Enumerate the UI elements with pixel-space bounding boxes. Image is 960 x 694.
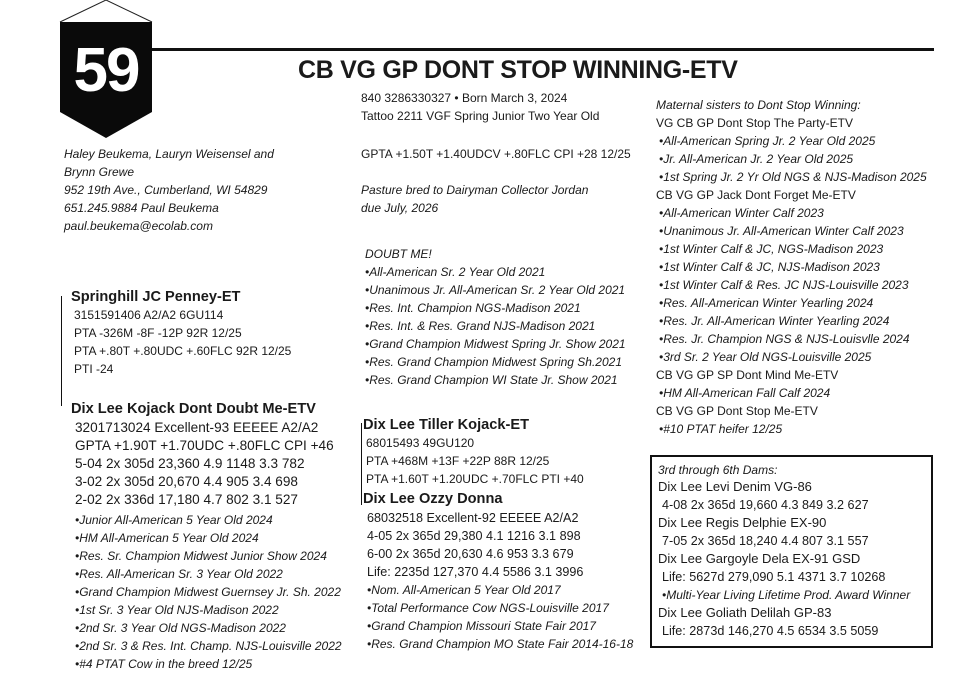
dam-record-line: 2-02 2x 336d 17,180 4.7 802 3.1 527 xyxy=(75,492,298,507)
dam-sire-line: PTA +1.60T +1.20UDC +.70FLC PTI +40 xyxy=(366,472,584,486)
grand-dam-awards xyxy=(367,581,633,653)
dam-3-record: 4-08 2x 365d 19,660 4.3 849 3.2 627 xyxy=(662,498,869,512)
grand-dam-name: Dix Lee Ozzy Donna xyxy=(363,491,503,507)
grand-dam-records xyxy=(367,509,583,581)
dam-award: •HM All-American 5 Year Old 2024 xyxy=(75,531,259,545)
dam-5-name: Dix Lee Gargoyle Dela EX-91 GSD xyxy=(658,551,861,566)
sire-line: PTI -24 xyxy=(74,362,114,376)
dam-record-line: 5-04 2x 305d 23,360 4.9 1148 3.3 782 xyxy=(75,456,305,471)
sister-award: •Res. All-American Winter Yearling 2024 xyxy=(659,296,874,310)
sister-award: •Res. Jr. All-American Winter Yearling 2024 xyxy=(659,314,890,328)
dam-3-name: Dix Lee Levi Denim VG-86 xyxy=(658,479,812,494)
genomics: GPTA +1.50T +1.40UDCV +.80FLC CPI +28 12/25 xyxy=(361,147,631,161)
grand-dam-award: •Total Performance Cow NGS-Louisville 2017 xyxy=(367,601,609,615)
grand-dam-award: •Grand Champion Missouri State Fair 2017 xyxy=(367,619,596,633)
dam-6-record: Life: 2873d 146,270 4.5 6534 3.5 5059 xyxy=(662,624,879,638)
dam-sire-info xyxy=(366,434,584,488)
doubt-me-award: •Res. Int. Champion NGS-Madison 2021 xyxy=(365,301,581,315)
doubt-me-award: •All-American Sr. 2 Year Old 2021 xyxy=(365,265,546,279)
title-rule xyxy=(152,48,934,51)
dam-award: •#4 PTAT Cow in the breed 12/25 xyxy=(75,657,253,671)
breeding-info xyxy=(361,181,588,217)
grand-dam-award: •Res. Grand Champion MO State Fair 2014-16-18 xyxy=(367,637,634,651)
dam-award: •2nd Sr. 3 Year Old NGS-Madison 2022 xyxy=(75,621,286,635)
dam-sire-line: 68015493 49GU120 xyxy=(366,436,475,450)
dam-award: •Res. All-American Sr. 3 Year Old 2022 xyxy=(75,567,283,581)
sire-line: 3151591406 A2/A2 6GU114 xyxy=(74,308,224,322)
grand-dam-record-line: Life: 2235d 127,370 4.4 5586 3.1 3996 xyxy=(367,565,584,579)
dam-awards xyxy=(75,511,342,673)
sister-name: CB VG GP Dont Stop Me-ETV xyxy=(656,404,818,418)
dam-5-award: •Multi-Year Living Lifetime Prod. Award Winner xyxy=(662,588,911,602)
grand-dam-record-line: 68032518 Excellent-92 EEEEE A2/A2 xyxy=(367,511,579,525)
sister-award: •1st Winter Calf & Res. JC NJS-Louisville 2023 xyxy=(659,278,909,292)
consignor-line: Haley Beukema, Lauryn Weisensel and xyxy=(64,147,274,161)
dam-4-record: 7-05 2x 365d 18,240 4.4 807 3.1 557 xyxy=(662,534,869,548)
dam-record-line: 3-02 2x 305d 20,670 4.4 905 3.4 698 xyxy=(75,474,298,489)
dam-sire-name: Dix Lee Tiller Kojack-ET xyxy=(363,417,529,433)
sister-award: •Jr. All-American Jr. 2 Year Old 2025 xyxy=(659,152,854,166)
pedigree-line xyxy=(361,423,362,505)
sister-name: VG CB GP Dont Stop The Party-ETV xyxy=(656,116,853,130)
animal-id-line: 840 3286330327 • Born March 3, 2024 xyxy=(361,91,568,105)
dams-box-content xyxy=(658,462,910,640)
pedigree-line xyxy=(61,296,62,406)
consignor-line: 952 19th Ave., Cumberland, WI 54829 xyxy=(64,183,268,197)
sister-award: •All-American Spring Jr. 2 Year Old 2025 xyxy=(659,134,876,148)
grand-dam-record-line: 4-05 2x 365d 29,380 4.1 1216 3.1 898 xyxy=(367,529,581,543)
animal-tattoo-line: Tattoo 2211 VGF Spring Junior Two Year Old xyxy=(361,109,600,123)
consignor-email: paul.beukema@ecolab.com xyxy=(64,219,213,233)
dam-records xyxy=(75,419,334,509)
doubt-me-award: •Res. Grand Champion WI State Jr. Show 2021 xyxy=(365,373,618,387)
consignor-line: 651.245.9884 Paul Beukema xyxy=(64,201,219,215)
sister-award: •Res. Jr. Champion NGS & NJS-Louisvlle 2024 xyxy=(659,332,910,346)
dam-name: Dix Lee Kojack Dont Doubt Me-ETV xyxy=(71,401,316,417)
breeding-line: due July, 2026 xyxy=(361,201,439,215)
maternal-sisters xyxy=(656,96,927,438)
sire-info xyxy=(74,306,291,378)
grand-dam-award: •Nom. All-American 5 Year Old 2017 xyxy=(367,583,561,597)
dams-box-heading: 3rd through 6th Dams: xyxy=(658,463,778,477)
sister-name: CB VG GP SP Dont Mind Me-ETV xyxy=(656,368,839,382)
dam-5-record: Life: 5627d 279,090 5.1 4371 3.7 10268 xyxy=(662,570,886,584)
consignor-line: Brynn Grewe xyxy=(64,165,135,179)
sister-award: •HM All-American Fall Calf 2024 xyxy=(659,386,831,400)
sister-award: •Unanimous Jr. All-American Winter Calf 2023 xyxy=(659,224,904,238)
sire-line: PTA -326M -8F -12P 92R 12/25 xyxy=(74,326,242,340)
dam-award: •Junior All-American 5 Year Old 2024 xyxy=(75,513,273,527)
doubt-me-award: •Res. Grand Champion Midwest Spring Sh.2021 xyxy=(365,355,622,369)
doubt-me-heading: DOUBT ME! xyxy=(365,247,432,261)
maternal-heading: Maternal sisters to Dont Stop Winning: xyxy=(656,98,861,112)
breeding-line: Pasture bred to Dairyman Collector Jordan xyxy=(361,183,589,197)
sister-name: CB VG GP Jack Dont Forget Me-ETV xyxy=(656,188,856,202)
doubt-me-section xyxy=(365,245,626,389)
dam-record-line: 3201713024 Excellent-93 EEEEE A2/A2 xyxy=(75,420,319,435)
animal-info xyxy=(361,89,599,125)
lot-number: 59 xyxy=(73,36,139,105)
dam-award: •1st Sr. 3 Year Old NJS-Madison 2022 xyxy=(75,603,279,617)
dam-award: •Grand Champion Midwest Guernsey Jr. Sh. 2022 xyxy=(75,585,341,599)
doubt-me-award: •Res. Int. & Res. Grand NJS-Madison 2021 xyxy=(365,319,596,333)
doubt-me-award: •Grand Champion Midwest Spring Jr. Show 2021 xyxy=(365,337,626,351)
dam-sire-line: PTA +468M +13F +22P 88R 12/25 xyxy=(366,454,550,468)
dam-award: •2nd Sr. 3 & Res. Int. Champ. NJS-Louisville 2022 xyxy=(75,639,342,653)
grand-dam-record-line: 6-00 2x 365d 20,630 4.6 953 3.3 679 xyxy=(367,547,574,561)
sister-award: •All-American Winter Calf 2023 xyxy=(659,206,824,220)
dam-6-name: Dix Lee Goliath Delilah GP-83 xyxy=(658,605,832,620)
sister-award: •1st Spring Jr. 2 Yr Old NGS & NJS-Madison 2025 xyxy=(659,170,927,184)
dam-award: •Res. Sr. Champion Midwest Junior Show 2024 xyxy=(75,549,327,563)
sister-award: •1st Winter Calf & JC, NGS-Madison 2023 xyxy=(659,242,884,256)
dam-4-name: Dix Lee Regis Delphie EX-90 xyxy=(658,515,827,530)
page-title: CB VG GP DONT STOP WINNING-ETV xyxy=(298,56,738,84)
consignor-info xyxy=(64,145,274,235)
sister-award: •3rd Sr. 2 Year Old NGS-Louisville 2025 xyxy=(659,350,872,364)
doubt-me-award: •Unanimous Jr. All-American Sr. 2 Year Old 2021 xyxy=(365,283,626,297)
sire-line: PTA +.80T +.80UDC +.60FLC 92R 12/25 xyxy=(74,344,292,358)
sire-name: Springhill JC Penney-ET xyxy=(71,289,241,305)
sister-award: •1st Winter Calf & JC, NJS-Madison 2023 xyxy=(659,260,880,274)
dam-record-line: GPTA +1.90T +1.70UDC +.80FLC CPI +46 xyxy=(75,438,334,453)
sister-award: •#10 PTAT heifer 12/25 xyxy=(659,422,783,436)
